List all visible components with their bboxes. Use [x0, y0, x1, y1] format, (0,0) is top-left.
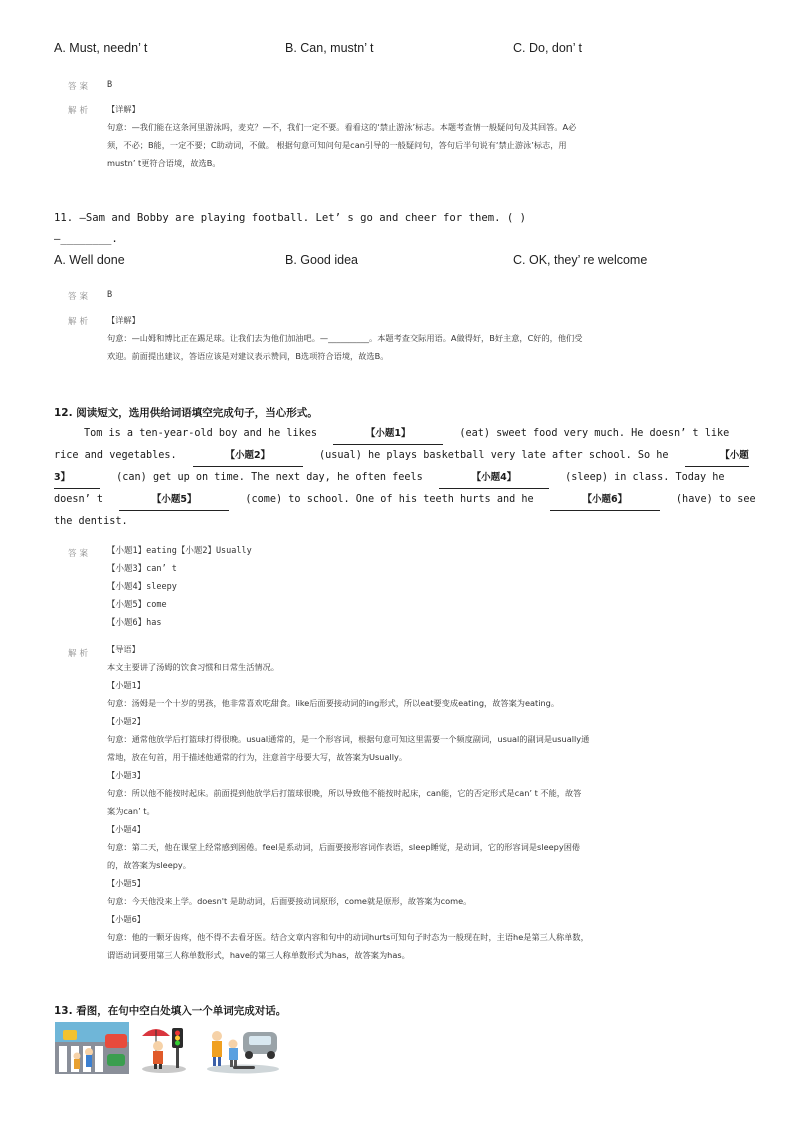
q11-explain-label: 解析 [68, 317, 92, 327]
q10-option-b: B. Can, mustn’ t [285, 41, 374, 55]
passage-text: (come) to school. One of his teeth hurts and he [245, 494, 534, 505]
q12-answer-line: 【小题1】eating【小题2】Usually [107, 546, 252, 556]
passage-text: (eat) sweet food very much. He doesn’ t like [459, 428, 730, 439]
road-crossing-illustration [203, 1022, 281, 1074]
q10-explain-label: 解析 [68, 106, 92, 116]
q12-line: 本文主要讲了汤姆的饮食习惯和日常生活情况。 [107, 662, 279, 672]
q10-detail: 【详解】 [107, 104, 140, 114]
passage-text: the dentist. [54, 516, 128, 527]
q12-line: 案为can’ t。 [107, 806, 155, 816]
q12-passage [54, 423, 756, 532]
passage-line-4 [54, 489, 756, 511]
blank-3-start: 【小题 [685, 445, 749, 467]
q11-reply: —________. [54, 233, 118, 245]
q11-question: 11. —Sam and Bobby are playing football. Let’ s go and cheer for them. ( ) [54, 212, 526, 224]
q12-heading: 12. 阅读短文，选用供给词语填空完成句子，当心形式。 [54, 407, 318, 419]
q12-line: 常地，放在句首，用于描述他通常的行为，注意首字母要大写，故答案为Usually。 [107, 752, 408, 762]
q10-answer-label: 答案 [68, 82, 92, 92]
q11-option-b: B. Good idea [285, 253, 358, 267]
q12-answer-line: 【小题5】come [107, 600, 167, 610]
q11-option-c: C. OK, they’ re welcome [513, 253, 648, 267]
q12-answer-line: 【小题3】can’ t [107, 564, 177, 574]
q12-answers [107, 542, 252, 632]
q12-line: 句意：第二天，他在课堂上经常感到困倦。feel是系动词，后面要接形容词作表语，sleep睡觉，是动词，它的形容词是sleepy困倦 [107, 842, 581, 852]
q11-explanation [107, 311, 727, 365]
q12-line: 句意：汤姆是一个十岁的男孩，他非常喜欢吃甜食。like后面要接动词的ing形式，所以eat要变成eating，故答案为eating。 [107, 698, 560, 708]
q10-option-c: C. Do, don’ t [513, 41, 583, 55]
q12-line: 句意：通常他放学后打篮球打得很晚。usual通常的，是一个形容词，根据句意可知这里需要一个频度副词，usual的副词是usually通 [107, 734, 590, 744]
child-umbrella-illustration [136, 1022, 192, 1074]
q11-line: 欢迎。前面提出建议，答语应该是对建议表示赞同，B选项符合语境，故选B。 [107, 351, 389, 361]
q12-line: 句意：今天他没来上学。doesn't 是助动词，后面要接动词原形，come就是原形，故答案为come。 [107, 896, 472, 906]
q11-answer: B [107, 290, 113, 300]
q12-line: 【小题6】 [107, 914, 145, 924]
q12-answer-line: 【小题4】sleepy [107, 582, 177, 592]
q12-explain-label: 解析 [68, 649, 92, 659]
passage-line-1 [54, 423, 744, 445]
q11-answer-label: 答案 [68, 292, 92, 302]
q12-line: 【小题5】 [107, 878, 145, 888]
passage-text: Tom is a ten-year-old boy and he likes [84, 428, 318, 439]
q12-line: 句意：所以他不能按时起床。前面提到他放学后打篮球很晚，所以导致他不能按时起床，can能，它的否定形式是can’ t 不能，故答 [107, 788, 582, 798]
q10-line: mustn’ t更符合语境，故选B。 [107, 158, 221, 168]
passage-text: (sleep) in class. Today he [565, 472, 725, 483]
passage-line-5 [54, 511, 744, 532]
blank-5: 【小题5】 [119, 489, 229, 511]
passage-text: (can) get up on time. The next day, he often feels [116, 472, 423, 483]
q12-answer-label: 答案 [68, 549, 92, 559]
passage-text: (have) to see [675, 494, 756, 505]
q10-line: 须，不必；B能，一定不要；C助动词，不做。 根据句意可知问句是can引导的一般疑问句，答句后半句说有‘禁止游泳’标志，用 [107, 140, 567, 150]
q12-line: 的，故答案为sleepy。 [107, 860, 191, 870]
q11-option-a: A. Well done [54, 253, 125, 267]
blank-6: 【小题6】 [550, 489, 660, 511]
q12-line: 【小题3】 [107, 770, 145, 780]
q12-line: 【小题1】 [107, 680, 145, 690]
q10-option-a: A. Must, needn’ t [54, 41, 148, 55]
blank-3-end: 3】 [54, 467, 100, 489]
passage-text: (usual) he plays basketball very late after school. So he [318, 450, 669, 461]
q12-line: 句意：他的一颗牙齿疼，他不得不去看牙医。结合文章内容和句中的动词hurts可知句子时态为一般现在时，主语he是第三人称单数， [107, 932, 589, 942]
blank-4: 【小题4】 [439, 467, 549, 489]
q12-line: 谓语动词要用第三人称单数形式，have的第三人称单数形式为has，故答案为has。 [107, 950, 410, 960]
passage-line-3 [54, 467, 744, 489]
q13-heading: 13. 看图，在句中空白处填入一个单词完成对话。 [54, 1005, 287, 1017]
q10-explanation [107, 100, 727, 172]
passage-line-2 [54, 445, 749, 467]
q10-answer: B [107, 80, 113, 90]
q12-line: 【小题2】 [107, 716, 145, 726]
blank-1: 【小题1】 [333, 423, 443, 445]
passage-text: doesn’ t [54, 494, 104, 505]
street-crossing-illustration [55, 1022, 129, 1074]
q11-detail: 【详解】 [107, 315, 140, 325]
passage-text: rice and vegetables. [54, 450, 177, 461]
q12-answer-line: 【小题6】has [107, 618, 162, 628]
q12-explanation [107, 640, 727, 964]
q12-line: 【小题4】 [107, 824, 145, 834]
q11-line: 句意：—山姆和博比正在踢足球。让我们去为他们加油吧。—__________。本题考查交际用语。A做得好，B好主意，C好的，他们受 [107, 333, 583, 343]
q10-line: 句意：—我们能在这条河里游泳吗，麦克？—不，我们一定不要。看看这的‘禁止游泳’标志。本题考查情一般疑问句及其回答。A必 [107, 122, 577, 132]
blank-2: 【小题2】 [193, 445, 303, 467]
q12-line: 【导语】 [107, 644, 140, 654]
